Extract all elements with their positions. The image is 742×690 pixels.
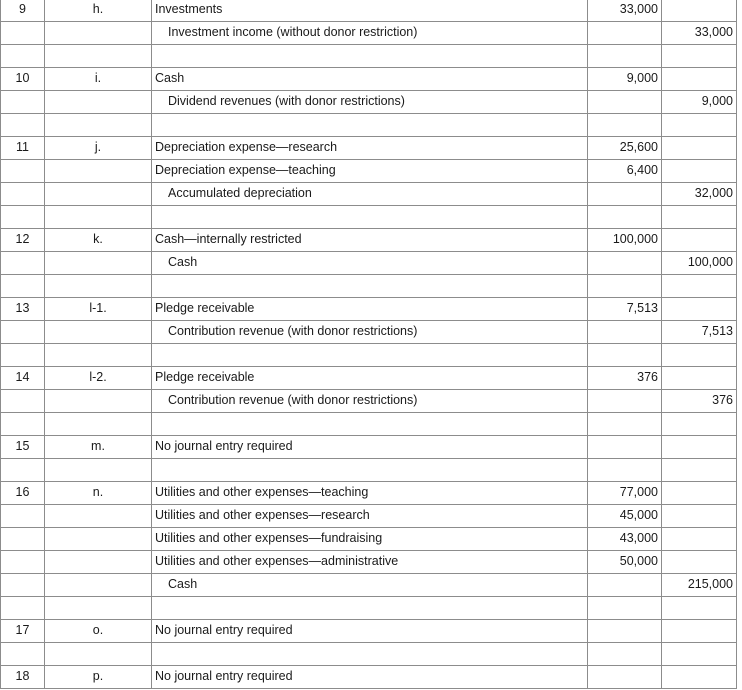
empty-cell	[1, 45, 45, 68]
debit-amount-cell: 100,000	[588, 229, 662, 252]
debit-amount-cell: 77,000	[588, 482, 662, 505]
empty-cell	[152, 643, 588, 666]
entry-reference-cell	[45, 183, 152, 206]
entry-reference-cell	[45, 390, 152, 413]
debit-amount-cell: 50,000	[588, 551, 662, 574]
empty-cell	[662, 344, 737, 367]
entry-reference-cell: m.	[45, 436, 152, 459]
account-name-cell: Investment income (without donor restriction)	[152, 22, 588, 45]
empty-cell	[1, 206, 45, 229]
entry-reference-cell	[45, 528, 152, 551]
spacer-row	[1, 459, 737, 482]
account-name-cell: Utilities and other expenses—fundraising	[152, 528, 588, 551]
empty-cell	[45, 206, 152, 229]
journal-line-row	[1, 505, 737, 528]
journal-line-row	[1, 160, 737, 183]
empty-cell	[152, 413, 588, 436]
entry-number-cell	[1, 91, 45, 114]
entry-reference-cell: j.	[45, 137, 152, 160]
journal-line-row	[1, 528, 737, 551]
empty-cell	[152, 459, 588, 482]
journal-line-row	[1, 22, 737, 45]
debit-amount-cell	[588, 436, 662, 459]
empty-cell	[588, 114, 662, 137]
credit-amount-cell: 7,513	[662, 321, 737, 344]
entry-reference-cell	[45, 22, 152, 45]
entry-reference-cell: h.	[45, 0, 152, 22]
empty-cell	[588, 643, 662, 666]
account-name-cell: Depreciation expense—research	[152, 137, 588, 160]
empty-cell	[152, 597, 588, 620]
debit-amount-cell	[588, 321, 662, 344]
empty-cell	[152, 114, 588, 137]
account-name-cell: Contribution revenue (with donor restrictions)	[152, 321, 588, 344]
journal-line-row	[1, 321, 737, 344]
empty-cell	[152, 344, 588, 367]
credit-amount-cell: 9,000	[662, 91, 737, 114]
credit-amount-cell: 100,000	[662, 252, 737, 275]
entry-number-cell	[1, 183, 45, 206]
empty-cell	[588, 45, 662, 68]
debit-amount-cell	[588, 252, 662, 275]
empty-cell	[662, 597, 737, 620]
account-name-cell: No journal entry required	[152, 436, 588, 459]
empty-cell	[662, 643, 737, 666]
debit-amount-cell: 9,000	[588, 68, 662, 91]
empty-cell	[588, 206, 662, 229]
debit-amount-cell	[588, 183, 662, 206]
entry-number-cell	[1, 390, 45, 413]
entry-number-cell: 11	[1, 137, 45, 160]
empty-cell	[588, 413, 662, 436]
empty-cell	[152, 275, 588, 298]
journal-line-row	[1, 137, 737, 160]
empty-cell	[588, 275, 662, 298]
entry-number-cell: 17	[1, 620, 45, 643]
spacer-row	[1, 275, 737, 298]
journal-line-row	[1, 620, 737, 643]
credit-amount-cell: 376	[662, 390, 737, 413]
debit-amount-cell: 6,400	[588, 160, 662, 183]
credit-amount-cell: 215,000	[662, 574, 737, 597]
credit-amount-cell: 33,000	[662, 22, 737, 45]
entry-reference-cell	[45, 574, 152, 597]
journal-line-row	[1, 68, 737, 91]
entry-number-cell	[1, 160, 45, 183]
debit-amount-cell: 376	[588, 367, 662, 390]
journal-line-row	[1, 390, 737, 413]
empty-cell	[588, 597, 662, 620]
entry-reference-cell	[45, 505, 152, 528]
entry-reference-cell: o.	[45, 620, 152, 643]
account-name-cell: Investments	[152, 0, 588, 22]
entry-reference-cell	[45, 252, 152, 275]
entry-reference-cell	[45, 160, 152, 183]
entry-reference-cell: i.	[45, 68, 152, 91]
credit-amount-cell	[662, 620, 737, 643]
journal-line-row	[1, 436, 737, 459]
spacer-row	[1, 114, 737, 137]
entry-number-cell	[1, 252, 45, 275]
entry-number-cell	[1, 321, 45, 344]
entry-number-cell: 14	[1, 367, 45, 390]
spacer-row	[1, 597, 737, 620]
entry-reference-cell: l-2.	[45, 367, 152, 390]
debit-amount-cell	[588, 574, 662, 597]
empty-cell	[45, 45, 152, 68]
journal-line-row	[1, 0, 737, 22]
account-name-cell: Cash	[152, 574, 588, 597]
spacer-row	[1, 45, 737, 68]
journal-line-row	[1, 229, 737, 252]
debit-amount-cell: 25,600	[588, 137, 662, 160]
credit-amount-cell	[662, 528, 737, 551]
journal-line-row	[1, 574, 737, 597]
entry-number-cell: 16	[1, 482, 45, 505]
empty-cell	[662, 114, 737, 137]
entry-number-cell: 13	[1, 298, 45, 321]
spacer-row	[1, 344, 737, 367]
spacer-row	[1, 206, 737, 229]
credit-amount-cell	[662, 68, 737, 91]
credit-amount-cell	[662, 666, 737, 689]
empty-cell	[588, 344, 662, 367]
credit-amount-cell	[662, 229, 737, 252]
entry-number-cell	[1, 528, 45, 551]
empty-cell	[45, 413, 152, 436]
debit-amount-cell: 7,513	[588, 298, 662, 321]
entry-number-cell: 15	[1, 436, 45, 459]
credit-amount-cell	[662, 137, 737, 160]
empty-cell	[1, 643, 45, 666]
empty-cell	[152, 45, 588, 68]
entry-reference-cell: n.	[45, 482, 152, 505]
empty-cell	[1, 344, 45, 367]
entry-reference-cell: p.	[45, 666, 152, 689]
empty-cell	[45, 643, 152, 666]
journal-line-row	[1, 298, 737, 321]
entry-number-cell: 12	[1, 229, 45, 252]
empty-cell	[1, 114, 45, 137]
entry-reference-cell	[45, 91, 152, 114]
debit-amount-cell: 45,000	[588, 505, 662, 528]
journal-line-row	[1, 482, 737, 505]
entry-number-cell: 10	[1, 68, 45, 91]
spacer-row	[1, 413, 737, 436]
credit-amount-cell	[662, 482, 737, 505]
credit-amount-cell	[662, 298, 737, 321]
account-name-cell: Accumulated depreciation	[152, 183, 588, 206]
account-name-cell: Contribution revenue (with donor restrictions)	[152, 390, 588, 413]
credit-amount-cell	[662, 0, 737, 22]
account-name-cell: Utilities and other expenses—teaching	[152, 482, 588, 505]
entry-number-cell	[1, 22, 45, 45]
empty-cell	[1, 413, 45, 436]
debit-amount-cell	[588, 22, 662, 45]
account-name-cell: Dividend revenues (with donor restrictions)	[152, 91, 588, 114]
account-name-cell: Utilities and other expenses—administrative	[152, 551, 588, 574]
account-name-cell: Pledge receivable	[152, 367, 588, 390]
empty-cell	[662, 206, 737, 229]
entry-reference-cell: l-1.	[45, 298, 152, 321]
entry-reference-cell: k.	[45, 229, 152, 252]
debit-amount-cell	[588, 666, 662, 689]
empty-cell	[45, 114, 152, 137]
account-name-cell: No journal entry required	[152, 620, 588, 643]
empty-cell	[45, 459, 152, 482]
empty-cell	[662, 413, 737, 436]
account-name-cell: Cash—internally restricted	[152, 229, 588, 252]
debit-amount-cell: 33,000	[588, 0, 662, 22]
empty-cell	[45, 275, 152, 298]
journal-line-row	[1, 91, 737, 114]
account-name-cell: Pledge receivable	[152, 298, 588, 321]
credit-amount-cell	[662, 436, 737, 459]
credit-amount-cell	[662, 160, 737, 183]
account-name-cell: No journal entry required	[152, 666, 588, 689]
journal-line-row	[1, 183, 737, 206]
spacer-row	[1, 643, 737, 666]
entry-number-cell: 18	[1, 666, 45, 689]
journal-line-row	[1, 252, 737, 275]
empty-cell	[1, 597, 45, 620]
credit-amount-cell	[662, 551, 737, 574]
journal-body	[1, 0, 737, 689]
entry-reference-cell	[45, 321, 152, 344]
credit-amount-cell: 32,000	[662, 183, 737, 206]
entry-number-cell: 9	[1, 0, 45, 22]
empty-cell	[45, 344, 152, 367]
empty-cell	[45, 597, 152, 620]
entry-reference-cell	[45, 551, 152, 574]
account-name-cell: Cash	[152, 68, 588, 91]
account-name-cell: Utilities and other expenses—research	[152, 505, 588, 528]
credit-amount-cell	[662, 367, 737, 390]
empty-cell	[1, 275, 45, 298]
debit-amount-cell	[588, 390, 662, 413]
entry-number-cell	[1, 505, 45, 528]
empty-cell	[1, 459, 45, 482]
empty-cell	[152, 206, 588, 229]
account-name-cell: Depreciation expense—teaching	[152, 160, 588, 183]
debit-amount-cell: 43,000	[588, 528, 662, 551]
empty-cell	[662, 459, 737, 482]
journal-line-row	[1, 367, 737, 390]
account-name-cell: Cash	[152, 252, 588, 275]
debit-amount-cell	[588, 91, 662, 114]
empty-cell	[662, 45, 737, 68]
entry-number-cell	[1, 551, 45, 574]
credit-amount-cell	[662, 505, 737, 528]
entry-number-cell	[1, 574, 45, 597]
empty-cell	[662, 275, 737, 298]
debit-amount-cell	[588, 620, 662, 643]
empty-cell	[588, 459, 662, 482]
journal-line-row	[1, 666, 737, 689]
journal-line-row	[1, 551, 737, 574]
